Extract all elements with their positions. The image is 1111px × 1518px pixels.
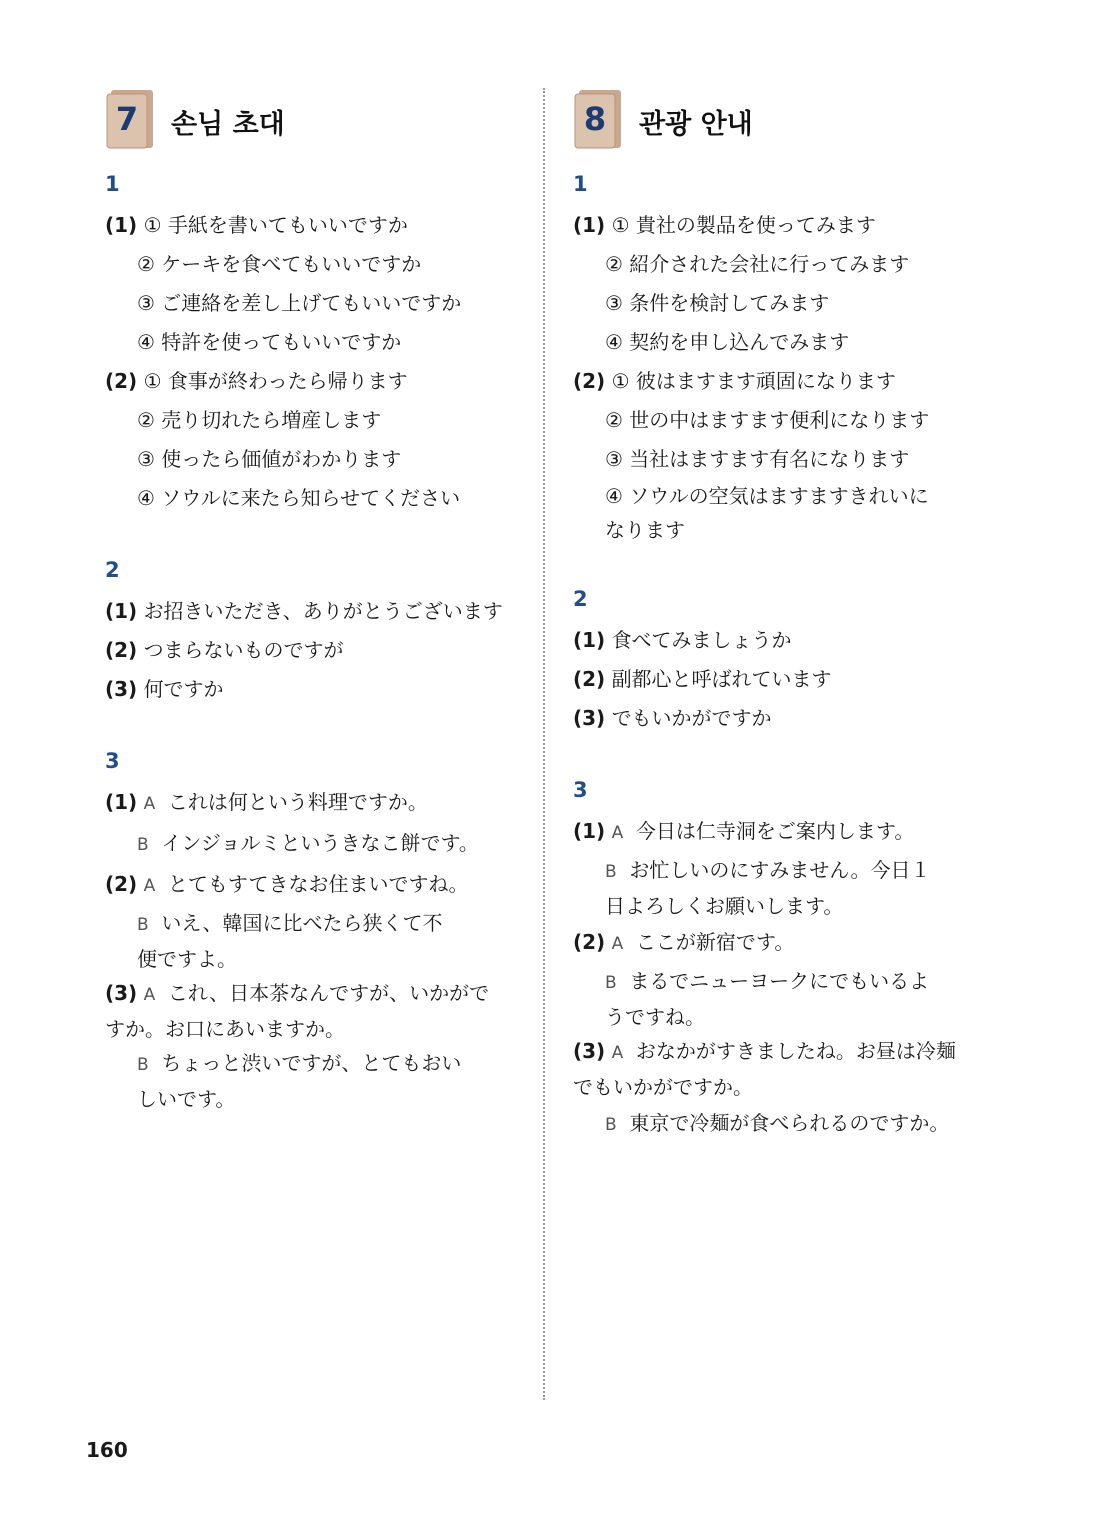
answer-line: ③ 条件を検討してみます bbox=[605, 291, 830, 315]
dialogue-line: (3) A これ、日本茶なんですが、いかがですか。お口にあいますか。 bbox=[105, 981, 490, 1041]
answer-line: (1) お招きいただき、ありがとうございます bbox=[105, 599, 503, 623]
section-number: 1 bbox=[573, 172, 588, 196]
dialogue-line: (1) A 今日は仁寺洞をご案内します。 bbox=[573, 819, 915, 843]
section-1 bbox=[105, 172, 525, 518]
answer-line: ② ケーキを食べてもいいですか bbox=[137, 252, 422, 276]
answer-line: (2) ① 彼はますます頑固になります bbox=[573, 369, 896, 393]
section-number: 2 bbox=[105, 558, 120, 582]
section-3 bbox=[105, 749, 525, 1116]
answer-line: (1) 食べてみましょうか bbox=[573, 628, 792, 652]
dialogue-line: (2) A ここが新宿です。 bbox=[573, 930, 795, 954]
dialogue-line: B 東京で冷麺が食べられるのですか。 bbox=[605, 1111, 950, 1135]
answer-line: ② 売り切れたら増産します bbox=[137, 408, 382, 432]
section-3 bbox=[573, 778, 993, 1145]
section-number: 3 bbox=[105, 749, 120, 773]
section-number: 1 bbox=[105, 172, 120, 196]
section-1 bbox=[573, 172, 993, 547]
answer-line: ④ 特許を使ってもいいですか bbox=[137, 330, 402, 354]
section-number: 2 bbox=[573, 587, 588, 611]
dialogue-line: B インジョルミというきなこ餅です。 bbox=[137, 831, 479, 855]
page-number: 160 bbox=[86, 1438, 128, 1462]
unit-title: 손님 초대 bbox=[171, 109, 285, 140]
answer-line: (1) ① 手紙を書いてもいいですか bbox=[105, 213, 408, 237]
unit-8-header bbox=[573, 88, 993, 152]
dialogue-line: (1) A これは何という料理ですか。 bbox=[105, 790, 428, 814]
unit-title: 관광 안내 bbox=[639, 109, 753, 140]
answer-line: (2) つまらないものですが bbox=[105, 638, 344, 662]
unit-7-header bbox=[105, 88, 525, 152]
unit-number: 7 bbox=[115, 100, 139, 138]
answer-line: (2) 副都心と呼ばれています bbox=[573, 667, 832, 691]
unit-number: 8 bbox=[583, 100, 607, 138]
dialogue-line: B ちょっと渋いですが、とてもおいしいです。 bbox=[137, 1051, 462, 1111]
section-2 bbox=[573, 587, 993, 738]
section-2 bbox=[105, 558, 525, 709]
dialogue-line: (3) A おなかがすきましたね。お昼は冷麺でもいかがですか。 bbox=[573, 1039, 956, 1099]
dialogue-line: B まるでニューヨークにでもいるようですね。 bbox=[605, 969, 930, 1029]
answer-line: ② 世の中はますます便利になります bbox=[605, 408, 930, 432]
answer-line: ④ 契約を申し込んでみます bbox=[605, 330, 850, 354]
column-divider bbox=[543, 88, 545, 1400]
answer-line: ③ 使ったら価値がわかります bbox=[137, 447, 402, 471]
right-column bbox=[573, 88, 993, 1145]
answer-line: (1) ① 貴社の製品を使ってみます bbox=[573, 213, 876, 237]
answer-line: ④ ソウルに来たら知らせてください bbox=[137, 486, 461, 510]
section-number: 3 bbox=[573, 778, 588, 802]
dialogue-line: B いえ、韓国に比べたら狭くて不便ですよ。 bbox=[137, 911, 443, 971]
answer-line: ④ ソウルの空気はますますきれいになります bbox=[605, 484, 929, 542]
answer-line: (3) でもいかがですか bbox=[573, 706, 772, 730]
answer-line: (2) ① 食事が終わったら帰ります bbox=[105, 369, 408, 393]
answer-line: ③ ご連絡を差し上げてもいいですか bbox=[137, 291, 462, 315]
answer-line: (3) 何ですか bbox=[105, 677, 224, 701]
answer-line: ③ 当社はますます有名になります bbox=[605, 447, 910, 471]
dialogue-line: B お忙しいのにすみません。今日１日よろしくお願いします。 bbox=[605, 858, 931, 918]
left-column bbox=[105, 88, 525, 1116]
answer-line: ② 紹介された会社に行ってみます bbox=[605, 252, 910, 276]
dialogue-line: (2) A とてもすてきなお住まいですね。 bbox=[105, 872, 469, 896]
